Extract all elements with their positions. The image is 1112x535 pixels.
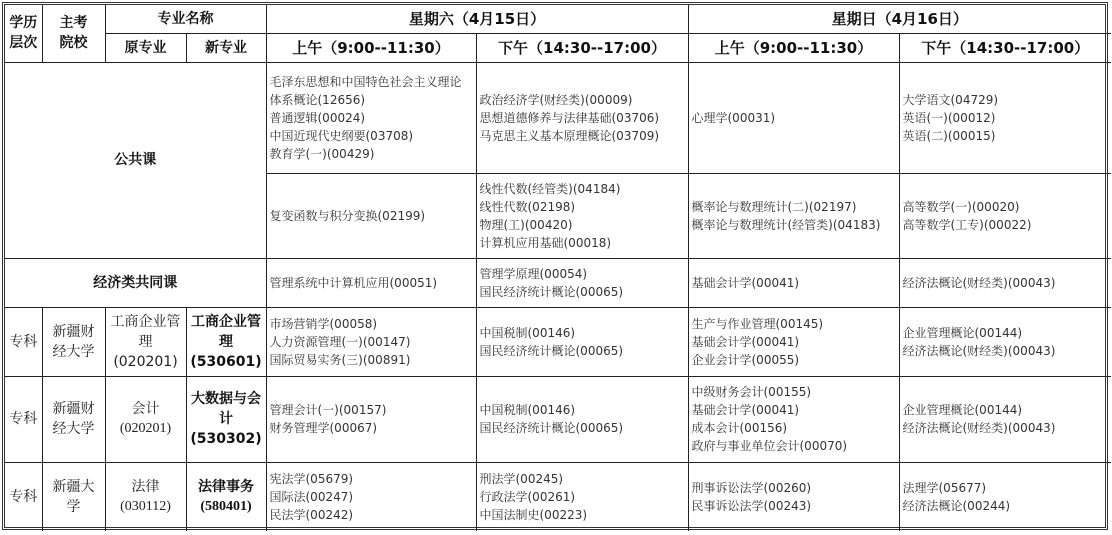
course-item: 市场营销学(00058) (269, 316, 378, 331)
sat-am-cell (266, 258, 476, 307)
course-item: 普通逻辑(00024) (269, 110, 366, 125)
course-item: 经济法概论(财经类)(00043) (902, 343, 1056, 358)
course-item: 毛泽东思想和中国特色社会主义理论体系概论(12656) (269, 74, 462, 107)
course-item: 中国税制(00146) (479, 403, 576, 417)
sat-am-cell (266, 307, 476, 376)
new-major-code: (580401) (200, 498, 252, 514)
sat-pm-cell (476, 376, 688, 462)
course-item: 刑法学(00245) (479, 471, 564, 486)
course-item: 经济法概论(财经类)(00043) (902, 275, 1056, 290)
header-sunday: 星期日（4月16日） (688, 5, 1111, 33)
sat-pm-cell (476, 258, 688, 307)
old-major-name: 会计 (131, 401, 160, 417)
course-item: 政府与事业单位会计(00070) (691, 439, 848, 453)
course-item: 基础会计学(00041) (691, 334, 800, 349)
header-major-name: 专业名称 (105, 5, 266, 33)
course-item: 行政法学(00261) (479, 489, 576, 504)
course-item: 线性代数(02198) (479, 199, 576, 214)
sun-pm-cell (899, 173, 1111, 258)
course-item: 高等数学(一)(00020) (902, 199, 1020, 214)
sun-pm-cell (899, 62, 1111, 173)
course-item: 计算机应用基础(00018) (479, 235, 612, 250)
course-item: 高等数学(工专)(00022) (902, 217, 1032, 232)
table-row-accounting (5, 376, 1111, 462)
course-item: 管理系统中计算机应用(00051) (269, 275, 438, 290)
sat-am-cell (266, 173, 476, 258)
course-item: 概率论与数理统计(经管类)(04183) (691, 217, 881, 232)
header-level: 学历层次 (5, 5, 42, 62)
school-cell: 新疆大学 (42, 462, 105, 531)
header-school: 主考院校 (42, 5, 105, 62)
old-major-cell (105, 376, 186, 462)
category-public: 公共课 (5, 62, 266, 258)
header-sun-am: 上午（9:00--11:30） (688, 33, 899, 62)
old-major-code: (030112) (120, 498, 171, 514)
sun-pm-cell (899, 258, 1111, 307)
sun-pm-cell (899, 307, 1111, 376)
category-economics-common: 经济类共同课 (5, 258, 266, 307)
table-row-business-admin (5, 307, 1111, 376)
sat-am-cell (266, 376, 476, 462)
course-item: 管理会计(一)(00157) (269, 403, 387, 417)
sun-am-cell (688, 173, 899, 258)
sun-am-cell (688, 307, 899, 376)
course-item: 国民经济统计概论(00065) (479, 421, 624, 435)
course-item: 英语(二)(00015) (902, 128, 996, 143)
course-item: 线性代数(经管类)(04184) (479, 181, 621, 196)
course-item: 国民经济统计概论(00065) (479, 284, 624, 299)
course-item: 生产与作业管理(00145) (691, 316, 824, 331)
sun-pm-cell (899, 376, 1111, 462)
sun-am-cell (688, 258, 899, 307)
new-major-name: 法律事务 (198, 478, 254, 495)
course-item: 国际法(00247) (269, 489, 354, 504)
level-cell: 专科 (5, 307, 42, 376)
old-major-cell (105, 462, 186, 531)
course-item: 英语(一)(00012) (902, 110, 996, 125)
course-item: 中国税制(00146) (479, 325, 576, 340)
sun-am-cell (688, 462, 899, 531)
course-item: 复变函数与积分变换(02199) (269, 208, 426, 223)
school-cell: 新疆财经大学 (42, 307, 105, 376)
header-new-major: 新专业 (186, 33, 266, 62)
course-item: 思想道德修养与法律基础(03706) (479, 110, 660, 125)
course-item: 概率论与数理统计(二)(02197) (691, 199, 857, 214)
course-item: 国际贸易实务(三)(00891) (269, 352, 411, 367)
level-cell: 专科 (5, 462, 42, 531)
sun-pm-cell (899, 462, 1111, 531)
course-item: 教育学(一)(00429) (269, 146, 375, 161)
sat-pm-cell (476, 173, 688, 258)
new-major-cell (186, 462, 266, 531)
course-item: 成本会计(00156) (691, 421, 788, 435)
header-sun-pm: 下午（14:30--17:00） (899, 33, 1111, 62)
new-major-cell: 工商企业管理(530601) (186, 307, 266, 376)
sat-pm-cell (476, 462, 688, 531)
school-cell: 新疆财经大学 (42, 376, 105, 462)
course-item: 马克思主义基本原理概论(03709) (479, 128, 660, 143)
course-item: 财务管理学(00067) (269, 421, 378, 435)
course-item: 刑事诉讼法学(00260) (691, 480, 812, 495)
course-item: 企业管理概论(00144) (902, 325, 1023, 340)
header-sat-am: 上午（9:00--11:30） (266, 33, 476, 62)
course-item: 国民经济统计概论(00065) (479, 343, 624, 358)
level-cell: 专科 (5, 376, 42, 462)
header-sat-pm: 下午（14:30--17:00） (476, 33, 688, 62)
course-item: 心理学(00031) (691, 110, 776, 125)
table-row-law (5, 462, 1111, 531)
exam-schedule-table (2, 2, 1108, 530)
course-item: 管理学原理(00054) (479, 266, 588, 281)
new-major-cell: 大数据与会计(530302) (186, 376, 266, 462)
course-item: 经济法概论(00244) (902, 498, 1011, 513)
course-item: 中级财务会计(00155) (691, 385, 812, 399)
header-saturday: 星期六（4月15日） (266, 5, 688, 33)
course-item: 政治经济学(财经类)(00009) (479, 92, 633, 107)
course-item: 人力资源管理(一)(00147) (269, 334, 411, 349)
sat-am-cell (266, 462, 476, 531)
course-item: 宪法学(05679) (269, 471, 354, 486)
course-item: 经济法概论(财经类)(00043) (902, 421, 1056, 435)
course-item: 中国法制史(00223) (479, 507, 588, 522)
course-item: 民法学(00242) (269, 507, 354, 522)
header-old-major: 原专业 (105, 33, 186, 62)
course-item: 物理(工)(00420) (479, 217, 573, 232)
table-row-economics-common (5, 258, 1111, 307)
sat-pm-cell (476, 307, 688, 376)
old-major-code: (020201) (119, 421, 172, 436)
table-row-public-a (5, 62, 1111, 173)
sat-am-cell (266, 62, 476, 173)
course-item: 企业管理概论(00144) (902, 403, 1023, 417)
course-item: 中国近现代史纲要(03708) (269, 128, 414, 143)
course-item: 大学语文(04729) (902, 92, 999, 107)
course-item: 基础会计学(00041) (691, 403, 800, 417)
old-major-cell: 工商企业管理(020201) (105, 307, 186, 376)
course-item: 民事诉讼法学(00243) (691, 498, 812, 513)
course-item: 法理学(05677) (902, 480, 987, 495)
course-item: 基础会计学(00041) (691, 275, 800, 290)
sun-am-cell (688, 376, 899, 462)
sun-am-cell (688, 62, 899, 173)
course-item: 企业会计学(00055) (691, 352, 800, 367)
old-major-name: 法律 (131, 478, 160, 495)
sat-pm-cell (476, 62, 688, 173)
